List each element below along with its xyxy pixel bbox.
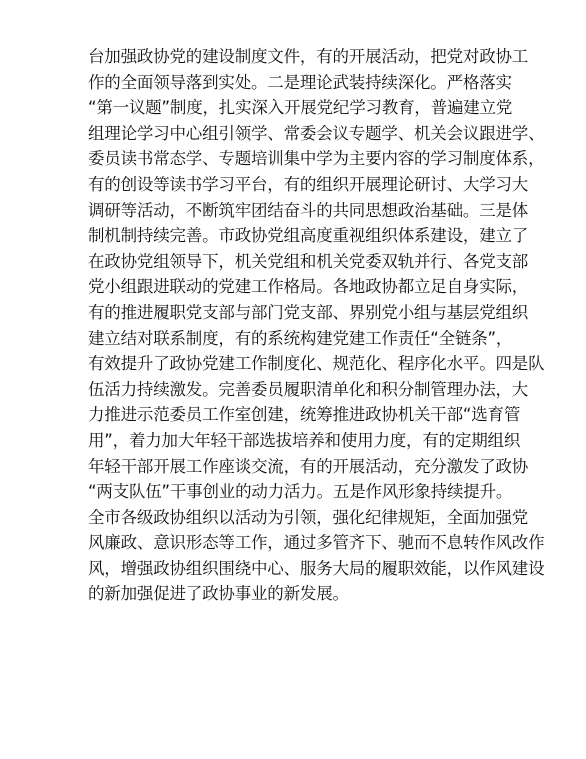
text-line: “两支队伍”干事创业的动力活力。五是作风形象持续提升。 — [88, 482, 513, 502]
text-line: 调研等活动，不断筑牢团结奋斗的共同思想政治基础。三是体 — [88, 200, 529, 220]
text-line: 有的推进履职党支部与部门党支部、界别党小组与基层党组织 — [88, 302, 529, 322]
text-line: 委员读书常态学、专题培训集中学为主要内容的学习制度体系， — [88, 149, 545, 169]
text-line: 制机制持续完善。市政协党组高度重视组织体系建设，建立了 — [88, 226, 529, 246]
body-text — [88, 44, 545, 607]
text-line: 年轻干部开展工作座谈交流，有的开展活动，充分激发了政协 — [88, 456, 529, 476]
text-line: 风廉政、意识形态等工作，通过多管齐下、驰而不息转作风改作 — [88, 533, 545, 553]
text-line: 党小组跟进联动的党建工作格局。各地政协都立足自身实际， — [88, 277, 529, 297]
text-line: 用”，着力加大年轻干部选拔培养和使用力度，有的定期组织 — [88, 430, 521, 450]
text-line: 伍活力持续激发。完善委员履职清单化和积分制管理办法，大 — [88, 379, 529, 399]
text-line: 作的全面领导落到实处。二是理论武装持续深化。严格落实 — [88, 72, 512, 92]
text-line: 建立结对联系制度，有的系统构建党建工作责任“全链条”， — [88, 328, 513, 348]
text-line: 力推进示范委员工作室创建，统筹推进政协机关干部“选育管 — [88, 405, 521, 425]
text-line: 风，增强政协组织围绕中心、服务大局的履职效能，以作风建设 — [88, 558, 545, 578]
text-line: 在政协党组领导下，机关党组和机关党委双轨并行、各党支部 — [88, 251, 529, 271]
text-line: 组理论学习中心组引领学、常委会议专题学、机关会议跟进学、 — [88, 123, 545, 143]
text-line: 有的创设等读书学习平台，有的组织开展理论研讨、大学习大 — [88, 174, 529, 194]
text-line: “第一议题”制度，扎实深入开展党纪学习教育，普遍建立党 — [88, 98, 513, 118]
text-line: 有效提升了政协党建工作制度化、规范化、程序化水平。四是队 — [88, 354, 545, 374]
text-line: 台加强政协党的建设制度文件，有的开展活动，把党对政协工 — [88, 47, 529, 66]
text-line: 的新加强促进了政协事业的新发展。 — [88, 584, 349, 604]
text-line: 全市各级政协组织以活动为引领，强化纪律规矩，全面加强党 — [88, 507, 529, 527]
